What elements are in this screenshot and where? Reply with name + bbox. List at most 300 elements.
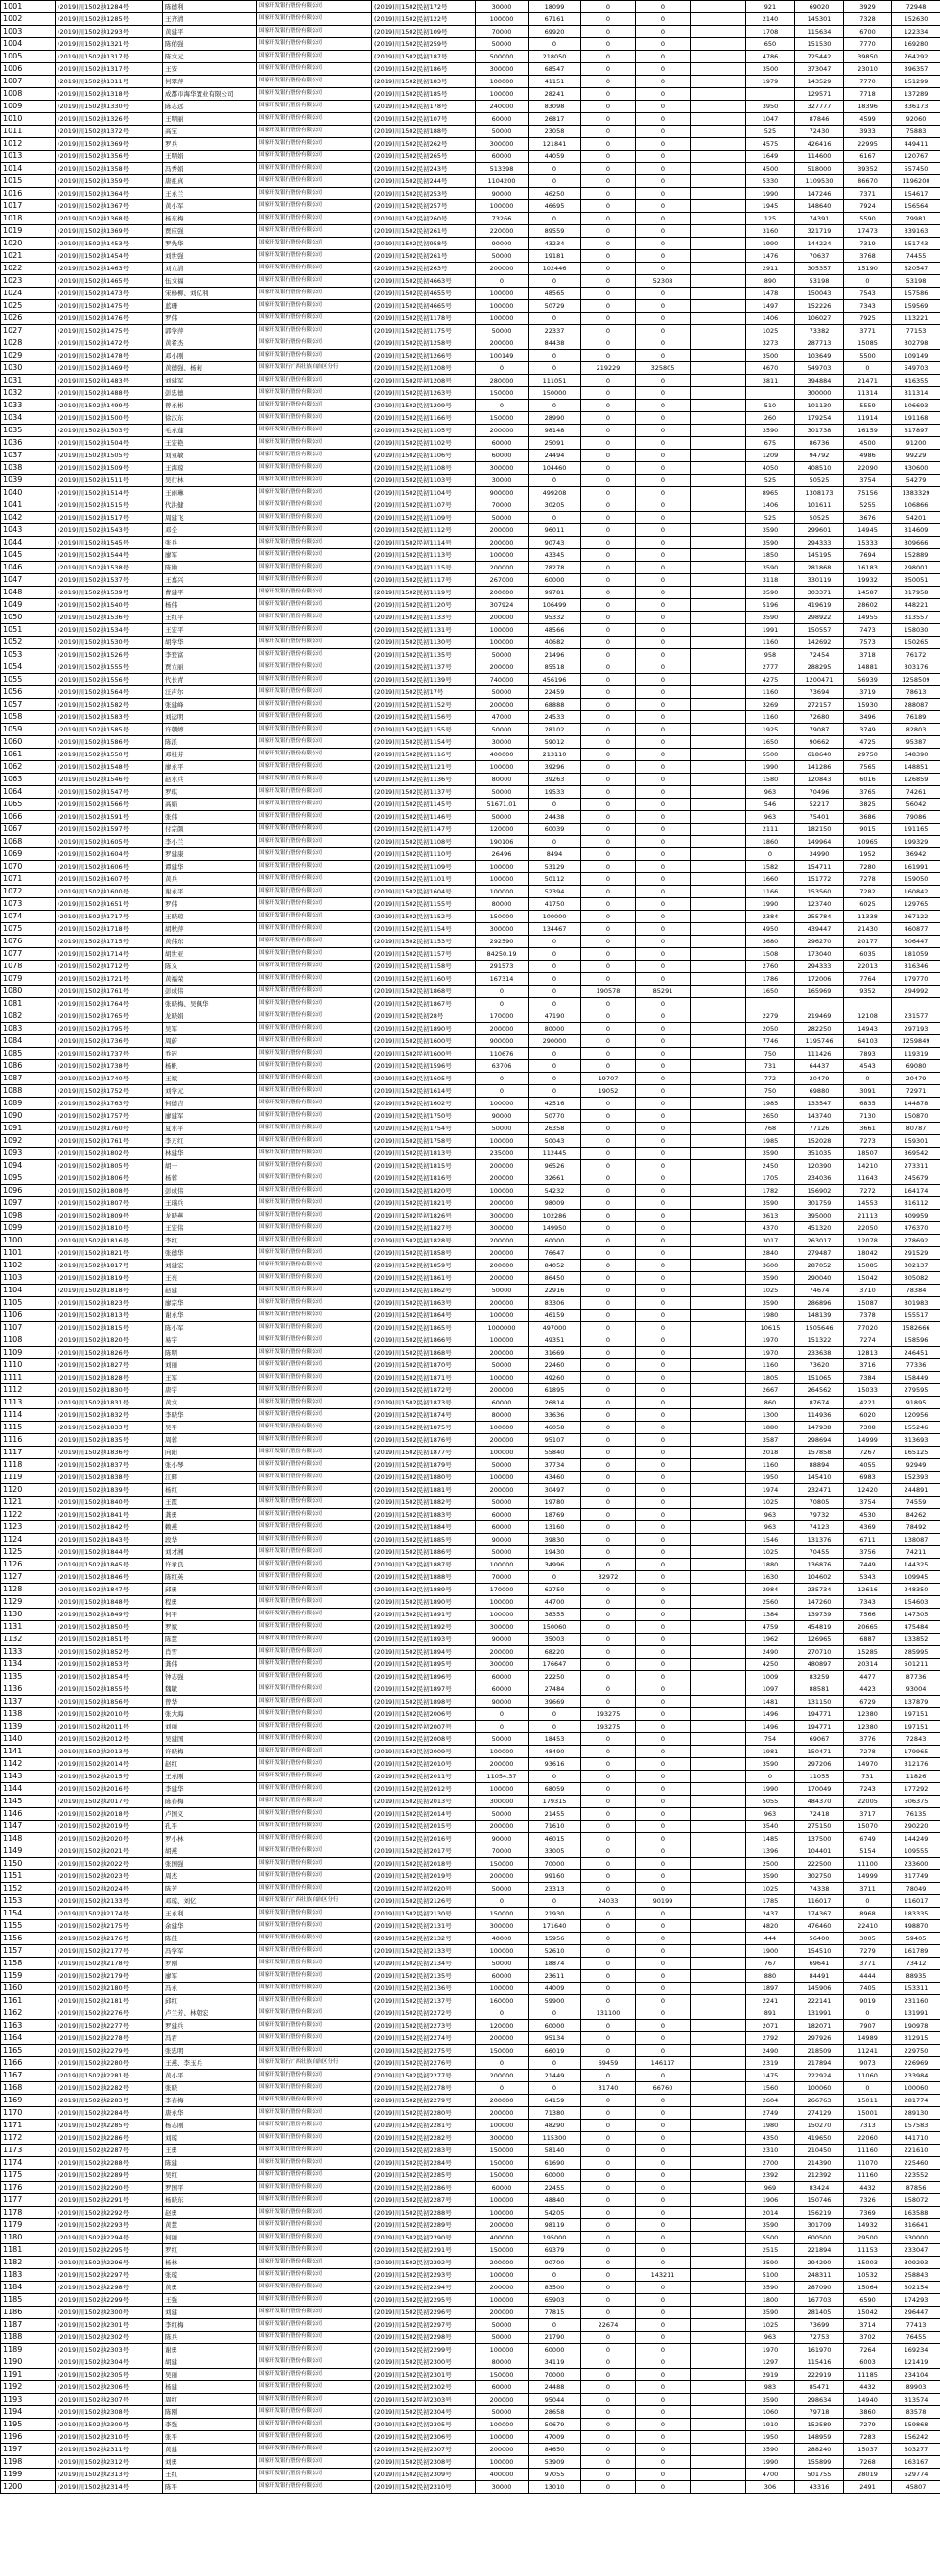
- amount-col4-cell: 0: [636, 188, 691, 200]
- amount-extra-cell: 3771: [844, 325, 892, 337]
- amount-col3-cell: 0: [581, 886, 636, 898]
- amount-col3-cell: 0: [581, 462, 636, 475]
- judgment-number-cell: (2019)川1502民初253号: [372, 188, 476, 200]
- amount-col3-cell: 0: [581, 63, 636, 76]
- amount-principal-cell: 0: [476, 1895, 529, 1908]
- amount-subtotal-cell: 69641: [795, 1958, 844, 1970]
- amount-col5-cell: [691, 1260, 746, 1272]
- judgment-number-cell: (2019)川1502民初2133号: [372, 1945, 476, 1958]
- table-row: [1, 1459, 940, 1472]
- row-number-cell: 1057: [1, 699, 56, 711]
- amount-interest-cell: 99781: [529, 587, 581, 599]
- amount-principal-cell: 50000: [476, 1808, 529, 1821]
- enforcement-case-number-cell: (2019)川1502执1842号: [56, 1521, 163, 1534]
- row-number-cell: 1066: [1, 811, 56, 824]
- creditor-name-cell: 国家开发银行股份有限公司: [257, 126, 372, 138]
- amount-subtotal-cell: 222919: [795, 2369, 844, 2381]
- amount-col4-cell: 0: [636, 898, 691, 911]
- amount-principal-cell: 100000: [476, 1472, 529, 1484]
- amount-fees-cell: 1406: [746, 499, 795, 512]
- amount-subtotal-cell: 43316: [795, 2481, 844, 2494]
- party-name-cell: 唐宇: [163, 1384, 257, 1397]
- amount-fees-cell: 1160: [746, 1359, 795, 1372]
- amount-interest-cell: 106499: [529, 599, 581, 612]
- amount-subtotal-cell: 157858: [795, 1447, 844, 1459]
- row-number-cell: 1092: [1, 1135, 56, 1148]
- row-number-cell: 1125: [1, 1546, 56, 1559]
- creditor-name-cell: 国家开发银行股份有限公司: [257, 749, 372, 761]
- enforcement-case-number-cell: (2019)川1502执1326号: [56, 113, 163, 126]
- amount-col4-cell: 0: [636, 699, 691, 711]
- enforcement-case-number-cell: (2019)川1502执1372号: [56, 126, 163, 138]
- creditor-name-cell: 国家开发银行股份有限公司: [257, 2319, 372, 2332]
- table-row: [1, 786, 940, 799]
- amount-interest-cell: 0: [529, 213, 581, 225]
- amount-total-cell: 279595: [892, 1384, 940, 1397]
- amount-col3-cell: 0: [581, 1584, 636, 1596]
- enforcement-case-number-cell: (2019)川1502执2296号: [56, 2257, 163, 2269]
- amount-col4-cell: 0: [636, 1546, 691, 1559]
- amount-total-cell: 119319: [892, 1048, 940, 1060]
- amount-interest-cell: 48290: [529, 2120, 581, 2132]
- amount-principal-cell: 200000: [476, 2444, 529, 2456]
- row-number-cell: 1076: [1, 936, 56, 948]
- amount-subtotal-cell: 50525: [795, 475, 844, 487]
- enforcement-case-number-cell: (2019)川1502执1853号: [56, 1659, 163, 1671]
- amount-col5-cell: [691, 1185, 746, 1197]
- amount-interest-cell: 44700: [529, 1596, 581, 1609]
- judgment-number-cell: (2019)川1502民初2281号: [372, 2120, 476, 2132]
- enforcement-case-number-cell: (2019)川1502执1855号: [56, 1683, 163, 1696]
- amount-subtotal-cell: 147938: [795, 1422, 844, 1434]
- table-row: [1, 2406, 940, 2419]
- enforcement-case-number-cell: (2019)川1502执1538号: [56, 562, 163, 574]
- amount-fees-cell: 2667: [746, 1384, 795, 1397]
- party-name-cell: 刘丽: [163, 1721, 257, 1733]
- amount-principal-cell: 50000: [476, 1459, 529, 1472]
- amount-total-cell: 506375: [892, 1796, 940, 1808]
- amount-col4-cell: 0: [636, 300, 691, 313]
- amount-subtotal-cell: 274129: [795, 2107, 844, 2120]
- party-name-cell: 汪声尔: [163, 686, 257, 699]
- amount-col4-cell: 0: [636, 2444, 691, 2456]
- amount-fees-cell: 4700: [746, 2469, 795, 2481]
- table-row: [1, 88, 940, 101]
- amount-fees-cell: 1990: [746, 2456, 795, 2469]
- amount-col4-cell: 0: [636, 2207, 691, 2219]
- amount-interest-cell: 19181: [529, 250, 581, 263]
- enforcement-case-number-cell: (2019)川1502执2012号: [56, 1733, 163, 1746]
- amount-subtotal-cell: 210450: [795, 2145, 844, 2157]
- creditor-name-cell: 国家开发银行股份有限公司: [257, 873, 372, 886]
- enforcement-case-number-cell: (2019)川1502执2305号: [56, 2369, 163, 2381]
- party-name-cell: 陈红英: [163, 1571, 257, 1584]
- amount-total-cell: 306447: [892, 936, 940, 948]
- table-row: [1, 2145, 940, 2157]
- enforcement-case-number-cell: (2019)川1502执1807号: [56, 1197, 163, 1210]
- table-row: [1, 2332, 940, 2344]
- enforcement-case-number-cell: (2019)川1502执2133号: [56, 1895, 163, 1908]
- amount-col5-cell: [691, 175, 746, 188]
- creditor-name-cell: 国家开发银行股份有限公司: [257, 1945, 372, 1958]
- amount-col3-cell: 0: [581, 2032, 636, 2045]
- amount-fees-cell: 3587: [746, 1434, 795, 1447]
- amount-fees-cell: 1785: [746, 1895, 795, 1908]
- amount-col4-cell: 0: [636, 200, 691, 213]
- row-number-cell: 1171: [1, 2120, 56, 2132]
- party-name-cell: 王宏伟: [163, 1222, 257, 1235]
- amount-subtotal-cell: 299601: [795, 524, 844, 537]
- table-row: [1, 487, 940, 499]
- amount-subtotal-cell: 170049: [795, 1783, 844, 1796]
- row-number-cell: 1131: [1, 1621, 56, 1634]
- table-row: [1, 574, 940, 587]
- amount-subtotal-cell: 69020: [795, 1, 844, 13]
- amount-fees-cell: 963: [746, 811, 795, 824]
- amount-col3-cell: 0: [581, 1920, 636, 1933]
- amount-total-cell: 92949: [892, 1459, 940, 1472]
- amount-col3-cell: 0: [581, 13, 636, 26]
- party-name-cell: 邓琼、刘亿: [163, 1895, 257, 1908]
- judgment-number-cell: (2019)川1502民初1881号: [372, 1484, 476, 1497]
- amount-col4-cell: 0: [636, 911, 691, 923]
- amount-col4-cell: 0: [636, 836, 691, 848]
- amount-total-cell: 75883: [892, 126, 940, 138]
- creditor-name-cell: 国家开发银行股份有限公司: [257, 2045, 372, 2057]
- amount-interest-cell: 86450: [529, 1272, 581, 1285]
- amount-col4-cell: 0: [636, 2381, 691, 2394]
- table-row: [1, 1497, 940, 1509]
- row-number-cell: 1190: [1, 2356, 56, 2369]
- party-name-cell: 黄希杰: [163, 337, 257, 350]
- party-name-cell: 张德华: [163, 1247, 257, 1260]
- amount-principal-cell: 200000: [476, 2282, 529, 2294]
- table-row: [1, 2444, 940, 2456]
- amount-col3-cell: 0: [581, 1197, 636, 1210]
- amount-col5-cell: [691, 2020, 746, 2032]
- amount-col3-cell: 0: [581, 1983, 636, 1995]
- amount-subtotal-cell: 133547: [795, 1098, 844, 1110]
- amount-col3-cell: 0: [581, 948, 636, 961]
- amount-extra-cell: 4500: [844, 437, 892, 450]
- amount-extra-cell: 5590: [844, 213, 892, 225]
- amount-col4-cell: 0: [636, 63, 691, 76]
- creditor-name-cell: 国家开发银行股份有限公司: [257, 138, 372, 151]
- amount-principal-cell: 240000: [476, 101, 529, 113]
- judgment-number-cell: (2019)川1502民初1888号: [372, 1571, 476, 1584]
- amount-extra-cell: 0: [844, 1895, 892, 1908]
- amount-total-cell: 1383329: [892, 487, 940, 499]
- party-name-cell: 王海琼: [163, 462, 257, 475]
- table-body: [1, 1, 940, 2494]
- amount-col4-cell: 0: [636, 649, 691, 661]
- amount-subtotal-cell: 72430: [795, 126, 844, 138]
- amount-subtotal-cell: 281405: [795, 2307, 844, 2319]
- amount-fees-cell: 1650: [746, 736, 795, 749]
- amount-subtotal-cell: 52217: [795, 799, 844, 811]
- amount-col4-cell: 0: [636, 761, 691, 774]
- amount-total-cell: 312915: [892, 2032, 940, 2045]
- amount-total-cell: 316641: [892, 2219, 940, 2232]
- amount-principal-cell: 100000: [476, 2120, 529, 2132]
- amount-subtotal-cell: 11055: [795, 1771, 844, 1783]
- amount-total-cell: 59405: [892, 1933, 940, 1945]
- amount-col4-cell: 0: [636, 325, 691, 337]
- amount-col4-cell: 52308: [636, 275, 691, 288]
- creditor-name-cell: 国家开发银行股份有限公司: [257, 1110, 372, 1123]
- party-name-cell: 黄慧: [163, 2219, 257, 2232]
- amount-fees-cell: 5196: [746, 599, 795, 612]
- amount-principal-cell: 30000: [476, 475, 529, 487]
- party-name-cell: 乔冠: [163, 1048, 257, 1060]
- party-name-cell: 王齐清: [163, 13, 257, 26]
- amount-principal-cell: 150000: [476, 2157, 529, 2170]
- amount-extra-cell: 11153: [844, 2244, 892, 2257]
- row-number-cell: 1029: [1, 350, 56, 362]
- row-number-cell: 1010: [1, 113, 56, 126]
- amount-subtotal-cell: 56400: [795, 1933, 844, 1945]
- row-number-cell: 1186: [1, 2307, 56, 2319]
- enforcement-case-number-cell: (2019)川1502执1808号: [56, 1185, 163, 1197]
- creditor-name-cell: 国家开发银行股份有限公司: [257, 1123, 372, 1135]
- enforcement-case-number-cell: (2019)川1502执1849号: [56, 1609, 163, 1621]
- party-name-cell: 李晓华: [163, 1409, 257, 1422]
- amount-extra-cell: 22060: [844, 2132, 892, 2145]
- amount-col3-cell: 0: [581, 2257, 636, 2269]
- amount-col5-cell: [691, 1010, 746, 1023]
- amount-col3-cell: 0: [581, 26, 636, 38]
- table-row: [1, 1958, 940, 1970]
- amount-interest-cell: 97055: [529, 2469, 581, 2481]
- party-name-cell: 龚伟: [163, 1659, 257, 1671]
- judgment-number-cell: (2019)川1502民初1826号: [372, 1210, 476, 1222]
- amount-principal-cell: 100000: [476, 1596, 529, 1609]
- amount-subtotal-cell: 115634: [795, 26, 844, 38]
- amount-total-cell: 159050: [892, 873, 940, 886]
- row-number-cell: 1143: [1, 1771, 56, 1783]
- amount-extra-cell: 15070: [844, 1821, 892, 1833]
- amount-total-cell: 557450: [892, 163, 940, 175]
- amount-col5-cell: [691, 499, 746, 512]
- amount-col5-cell: [691, 1210, 746, 1222]
- amount-extra-cell: 21430: [844, 923, 892, 936]
- amount-extra-cell: 5343: [844, 1571, 892, 1584]
- amount-total-cell: 199329: [892, 836, 940, 848]
- table-row: [1, 1771, 940, 1783]
- amount-extra-cell: 77020: [844, 1322, 892, 1334]
- enforcement-case-number-cell: (2019)川1502执1760号: [56, 1123, 163, 1135]
- creditor-name-cell: 国家开发银行股份有限公司: [257, 1048, 372, 1060]
- amount-col4-cell: 0: [636, 2332, 691, 2344]
- amount-col5-cell: [691, 749, 746, 761]
- amount-col3-cell: 0: [581, 275, 636, 288]
- amount-col5-cell: [691, 1110, 746, 1123]
- amount-subtotal-cell: 303371: [795, 587, 844, 599]
- amount-interest-cell: 55840: [529, 1447, 581, 1459]
- party-name-cell: 罗刚: [163, 1958, 257, 1970]
- amount-col5-cell: [691, 238, 746, 250]
- amount-interest-cell: 46250: [529, 188, 581, 200]
- amount-col3-cell: 0: [581, 1060, 636, 1073]
- amount-total-cell: 226969: [892, 2057, 940, 2070]
- amount-col4-cell: 0: [636, 1883, 691, 1895]
- enforcement-case-number-cell: (2019)川1502执1514号: [56, 487, 163, 499]
- amount-interest-cell: 176647: [529, 1659, 581, 1671]
- party-name-cell: 唐永华: [163, 2107, 257, 2120]
- table-row: [1, 200, 940, 213]
- amount-fees-cell: 3590: [746, 612, 795, 624]
- amount-extra-cell: 7449: [844, 1559, 892, 1571]
- amount-interest-cell: 21496: [529, 649, 581, 661]
- party-name-cell: 陈佳: [163, 1933, 257, 1945]
- amount-total-cell: 197151: [892, 1708, 940, 1721]
- enforcement-case-number-cell: (2019)川1502执2311号: [56, 2444, 163, 2456]
- amount-interest-cell: 54232: [529, 1185, 581, 1197]
- amount-col3-cell: 193275: [581, 1708, 636, 1721]
- amount-col3-cell: 0: [581, 1509, 636, 1521]
- creditor-name-cell: 国家开发银行股份有限公司: [257, 400, 372, 412]
- enforcement-case-number-cell: (2019)川1502执2288号: [56, 2157, 163, 2170]
- creditor-name-cell: 国家开发银行股份有限公司: [257, 824, 372, 836]
- judgment-number-cell: (2019)川1502民初261号: [372, 225, 476, 238]
- amount-fees-cell: 963: [746, 2332, 795, 2344]
- enforcement-case-number-cell: (2019)川1502执1293号: [56, 26, 163, 38]
- amount-col5-cell: [691, 400, 746, 412]
- amount-col4-cell: 0: [636, 2145, 691, 2157]
- amount-col4-cell: 0: [636, 400, 691, 412]
- amount-col3-cell: 0: [581, 138, 636, 151]
- enforcement-case-number-cell: (2019)川1502执1367号: [56, 200, 163, 213]
- enforcement-case-number-cell: (2019)川1502执1547号: [56, 786, 163, 799]
- enforcement-case-number-cell: (2019)川1502执1546号: [56, 774, 163, 786]
- creditor-name-cell: 国家开发银行股份有限公司: [257, 2282, 372, 2294]
- amount-col5-cell: [691, 948, 746, 961]
- amount-subtotal-cell: 1195746: [795, 1035, 844, 1048]
- enforcement-case-number-cell: (2019)川1502执1465号: [56, 275, 163, 288]
- amount-principal-cell: 60000: [476, 113, 529, 126]
- row-number-cell: 1091: [1, 1123, 56, 1135]
- amount-principal-cell: 60000: [476, 1509, 529, 1521]
- amount-interest-cell: 26814: [529, 1397, 581, 1409]
- table-row: [1, 101, 940, 113]
- creditor-name-cell: 国家开发银行股份有限公司: [257, 2207, 372, 2219]
- enforcement-case-number-cell: (2019)川1502执2282号: [56, 2082, 163, 2095]
- amount-principal-cell: 200000: [476, 2219, 529, 2232]
- amount-col5-cell: [691, 549, 746, 562]
- amount-col5-cell: [691, 824, 746, 836]
- amount-total-cell: [892, 998, 940, 1010]
- row-number-cell: 1146: [1, 1808, 56, 1821]
- enforcement-case-number-cell: (2019)川1502执1802号: [56, 1148, 163, 1160]
- creditor-name-cell: 国家开发银行股份有限公司: [257, 2007, 372, 2020]
- amount-col4-cell: 0: [636, 238, 691, 250]
- amount-col4-cell: 0: [636, 337, 691, 350]
- amount-subtotal-cell: 179254: [795, 412, 844, 425]
- amount-fees-cell: 3680: [746, 936, 795, 948]
- amount-total-cell: 163588: [892, 2207, 940, 2219]
- table-row: [1, 1758, 940, 1771]
- amount-col4-cell: 0: [636, 2244, 691, 2257]
- amount-col3-cell: 0: [581, 2406, 636, 2419]
- amount-principal-cell: 100000: [476, 2207, 529, 2219]
- amount-extra-cell: 20177: [844, 936, 892, 948]
- amount-subtotal-cell: 248311: [795, 2269, 844, 2282]
- amount-fees-cell: 1649: [746, 151, 795, 163]
- amount-extra-cell: 15190: [844, 263, 892, 275]
- row-number-cell: 1139: [1, 1721, 56, 1733]
- amount-extra-cell: 15930: [844, 699, 892, 711]
- amount-total-cell: 88935: [892, 1970, 940, 1983]
- amount-fees-cell: 2392: [746, 2170, 795, 2182]
- table-row: [1, 1708, 940, 1721]
- amount-col3-cell: 0: [581, 1933, 636, 1945]
- amount-principal-cell: 200000: [476, 537, 529, 549]
- amount-interest-cell: 24488: [529, 2381, 581, 2394]
- row-number-cell: 1023: [1, 275, 56, 288]
- party-name-cell: 王安: [163, 63, 257, 76]
- amount-col5-cell: [691, 624, 746, 637]
- enforcement-case-number-cell: (2019)川1502执2289号: [56, 2170, 163, 2182]
- amount-col4-cell: 0: [636, 1833, 691, 1845]
- amount-col5-cell: [691, 1571, 746, 1584]
- judgment-number-cell: (2019)川1502民初1868号: [372, 986, 476, 998]
- amount-subtotal-cell: 86736: [795, 437, 844, 450]
- amount-interest-cell: 43345: [529, 549, 581, 562]
- amount-total-cell: 137289: [892, 88, 940, 101]
- amount-extra-cell: 86670: [844, 175, 892, 188]
- judgment-number-cell: (2019)川1502民初2272号: [372, 2007, 476, 2020]
- amount-fees-cell: 2018: [746, 1447, 795, 1459]
- row-number-cell: 1187: [1, 2319, 56, 2332]
- enforcement-case-number-cell: (2019)川1502执1736号: [56, 1035, 163, 1048]
- amount-col5-cell: [691, 2481, 746, 2494]
- amount-col5-cell: [691, 2120, 746, 2132]
- amount-extra-cell: 6025: [844, 898, 892, 911]
- enforcement-case-number-cell: (2019)川1502执1844号: [56, 1546, 163, 1559]
- amount-principal-cell: 100000: [476, 873, 529, 886]
- amount-subtotal-cell: 79718: [795, 2406, 844, 2419]
- amount-principal-cell: 0: [476, 400, 529, 412]
- amount-col3-cell: 0: [581, 1347, 636, 1359]
- amount-extra-cell: 4599: [844, 113, 892, 126]
- judgment-number-cell: (2019)川1502民初2307号: [372, 2444, 476, 2456]
- table-row: [1, 2307, 940, 2319]
- table-row: [1, 1148, 940, 1160]
- party-name-cell: 吴平: [163, 1422, 257, 1434]
- amount-extra-cell: 7770: [844, 76, 892, 88]
- amount-subtotal-cell: 480897: [795, 1659, 844, 1671]
- judgment-number-cell: (2019)川1502民初2012号: [372, 1783, 476, 1796]
- party-name-cell: 龙晓燕: [163, 1210, 257, 1222]
- judgment-number-cell: (2019)川1502民初1883号: [372, 1509, 476, 1521]
- creditor-name-cell: 国家开发银行股份有限公司: [257, 848, 372, 861]
- amount-extra-cell: 3825: [844, 799, 892, 811]
- amount-col4-cell: 0: [636, 1334, 691, 1347]
- amount-fees-cell: 1985: [746, 1135, 795, 1148]
- amount-col3-cell: 0: [581, 661, 636, 674]
- amount-col5-cell: [691, 2145, 746, 2157]
- table-row: [1, 2369, 940, 2381]
- enforcement-case-number-cell: (2019)川1502执2177号: [56, 1945, 163, 1958]
- amount-col3-cell: 0: [581, 213, 636, 225]
- row-number-cell: 1026: [1, 313, 56, 325]
- amount-total-cell: 148851: [892, 761, 940, 774]
- amount-col4-cell: 0: [636, 1359, 691, 1372]
- judgment-number-cell: (2019)川1502民初2017号: [372, 1845, 476, 1858]
- amount-interest-cell: 0: [529, 1895, 581, 1908]
- judgment-number-cell: (2019)川1502民初1886号: [372, 1546, 476, 1559]
- enforcement-case-number-cell: (2019)川1502执1757号: [56, 1110, 163, 1123]
